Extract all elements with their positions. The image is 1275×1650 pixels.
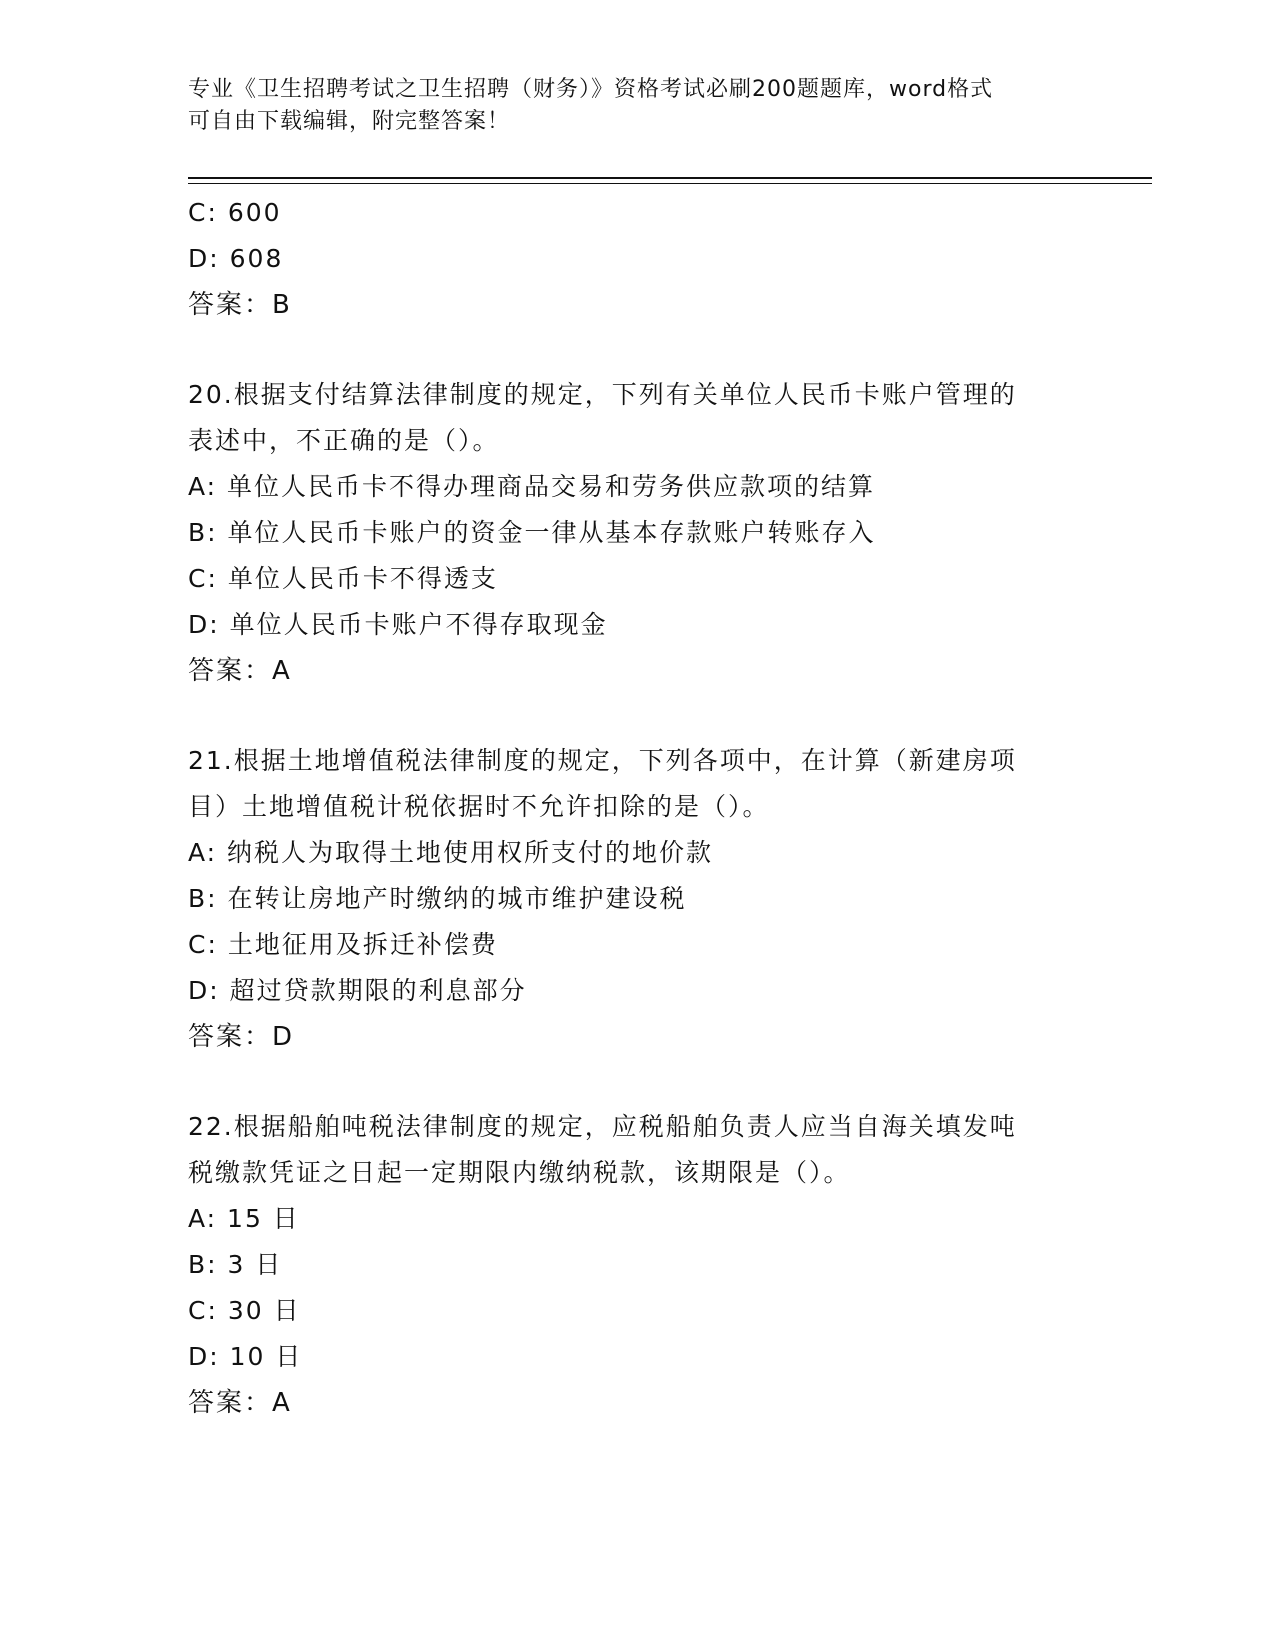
carryover-block — [188, 190, 1068, 328]
header-divider-thin — [188, 183, 1152, 184]
option-d — [188, 968, 1068, 1014]
option-text: 单位人民币卡不得办理商品交易和劳务供应款项的结算 — [227, 472, 876, 501]
answer-line: 答案：D — [188, 1022, 295, 1052]
question-stem-line-1: 22.根据船舶吨税法律制度的规定，应税船舶负责人应当自海关填发吨 — [188, 1112, 1017, 1141]
option-text: 在转让房地产时缴纳的城市维护建设税 — [227, 884, 687, 913]
option-b — [188, 1242, 1068, 1288]
question-20 — [188, 372, 1068, 694]
question-stem-line-2: 税缴款凭证之日起一定期限内缴纳税款，该期限是（）。 — [188, 1158, 851, 1187]
option-label: D: — [188, 610, 220, 639]
option-label: A: — [188, 472, 218, 501]
option-label: A: — [188, 838, 218, 867]
option-label: B: — [188, 1250, 218, 1279]
option-label: D: — [188, 244, 220, 273]
option-c — [188, 1288, 1068, 1334]
option-d — [188, 1334, 1068, 1380]
option-d — [188, 602, 1068, 648]
document-header — [188, 74, 1068, 138]
option-c — [188, 190, 1068, 236]
option-text: 单位人民币卡账户的资金一律从基本存款账户转账存入 — [227, 518, 876, 547]
option-text: 608 — [229, 244, 284, 273]
option-text: 600 — [227, 198, 282, 227]
option-c — [188, 922, 1068, 968]
answer-line: 答案：A — [188, 656, 292, 686]
option-label: B: — [188, 884, 218, 913]
option-text: 30 日 — [227, 1296, 301, 1325]
question-stem-line-2: 目）土地增值税计税依据时不允许扣除的是（）。 — [188, 792, 770, 821]
question-content — [188, 190, 1068, 1426]
option-b — [188, 876, 1068, 922]
option-text: 单位人民币卡账户不得存取现金 — [229, 610, 608, 639]
answer-line: 答案：A — [188, 1388, 292, 1418]
option-b — [188, 510, 1068, 556]
option-text: 15 日 — [227, 1204, 300, 1233]
option-label: C: — [188, 930, 218, 959]
header-divider-thick — [188, 177, 1152, 179]
option-label: B: — [188, 518, 218, 547]
question-stem-line-2: 表述中，不正确的是（）。 — [188, 426, 500, 455]
question-22 — [188, 1104, 1068, 1426]
question-stem-line-1: 20.根据支付结算法律制度的规定，下列有关单位人民币卡账户管理的 — [188, 380, 1017, 409]
option-a — [188, 464, 1068, 510]
option-text: 土地征用及拆迁补偿费 — [227, 930, 498, 959]
option-label: D: — [188, 1342, 220, 1371]
option-c — [188, 556, 1068, 602]
option-text: 超过贷款期限的利息部分 — [229, 976, 527, 1005]
option-label: C: — [188, 198, 218, 227]
header-title-line-1: 专业《卫生招聘考试之卫生招聘（财务）》资格考试必刷200题题库，word格式 — [188, 77, 994, 102]
option-label: A: — [188, 1204, 218, 1233]
option-text: 单位人民币卡不得透支 — [227, 564, 498, 593]
option-a — [188, 830, 1068, 876]
option-label: D: — [188, 976, 220, 1005]
question-stem-line-1: 21.根据土地增值税法律制度的规定，下列各项中，在计算（新建房项 — [188, 746, 1017, 775]
option-a — [188, 1196, 1068, 1242]
option-text: 10 日 — [229, 1342, 303, 1371]
question-21 — [188, 738, 1068, 1060]
header-title-line-2: 可自由下载编辑，附完整答案！ — [188, 109, 511, 134]
option-text: 3 日 — [227, 1250, 283, 1279]
option-label: C: — [188, 564, 218, 593]
option-text: 纳税人为取得土地使用权所支付的地价款 — [227, 838, 714, 867]
option-label: C: — [188, 1296, 218, 1325]
answer-line: 答案：B — [188, 290, 292, 320]
option-d — [188, 236, 1068, 282]
